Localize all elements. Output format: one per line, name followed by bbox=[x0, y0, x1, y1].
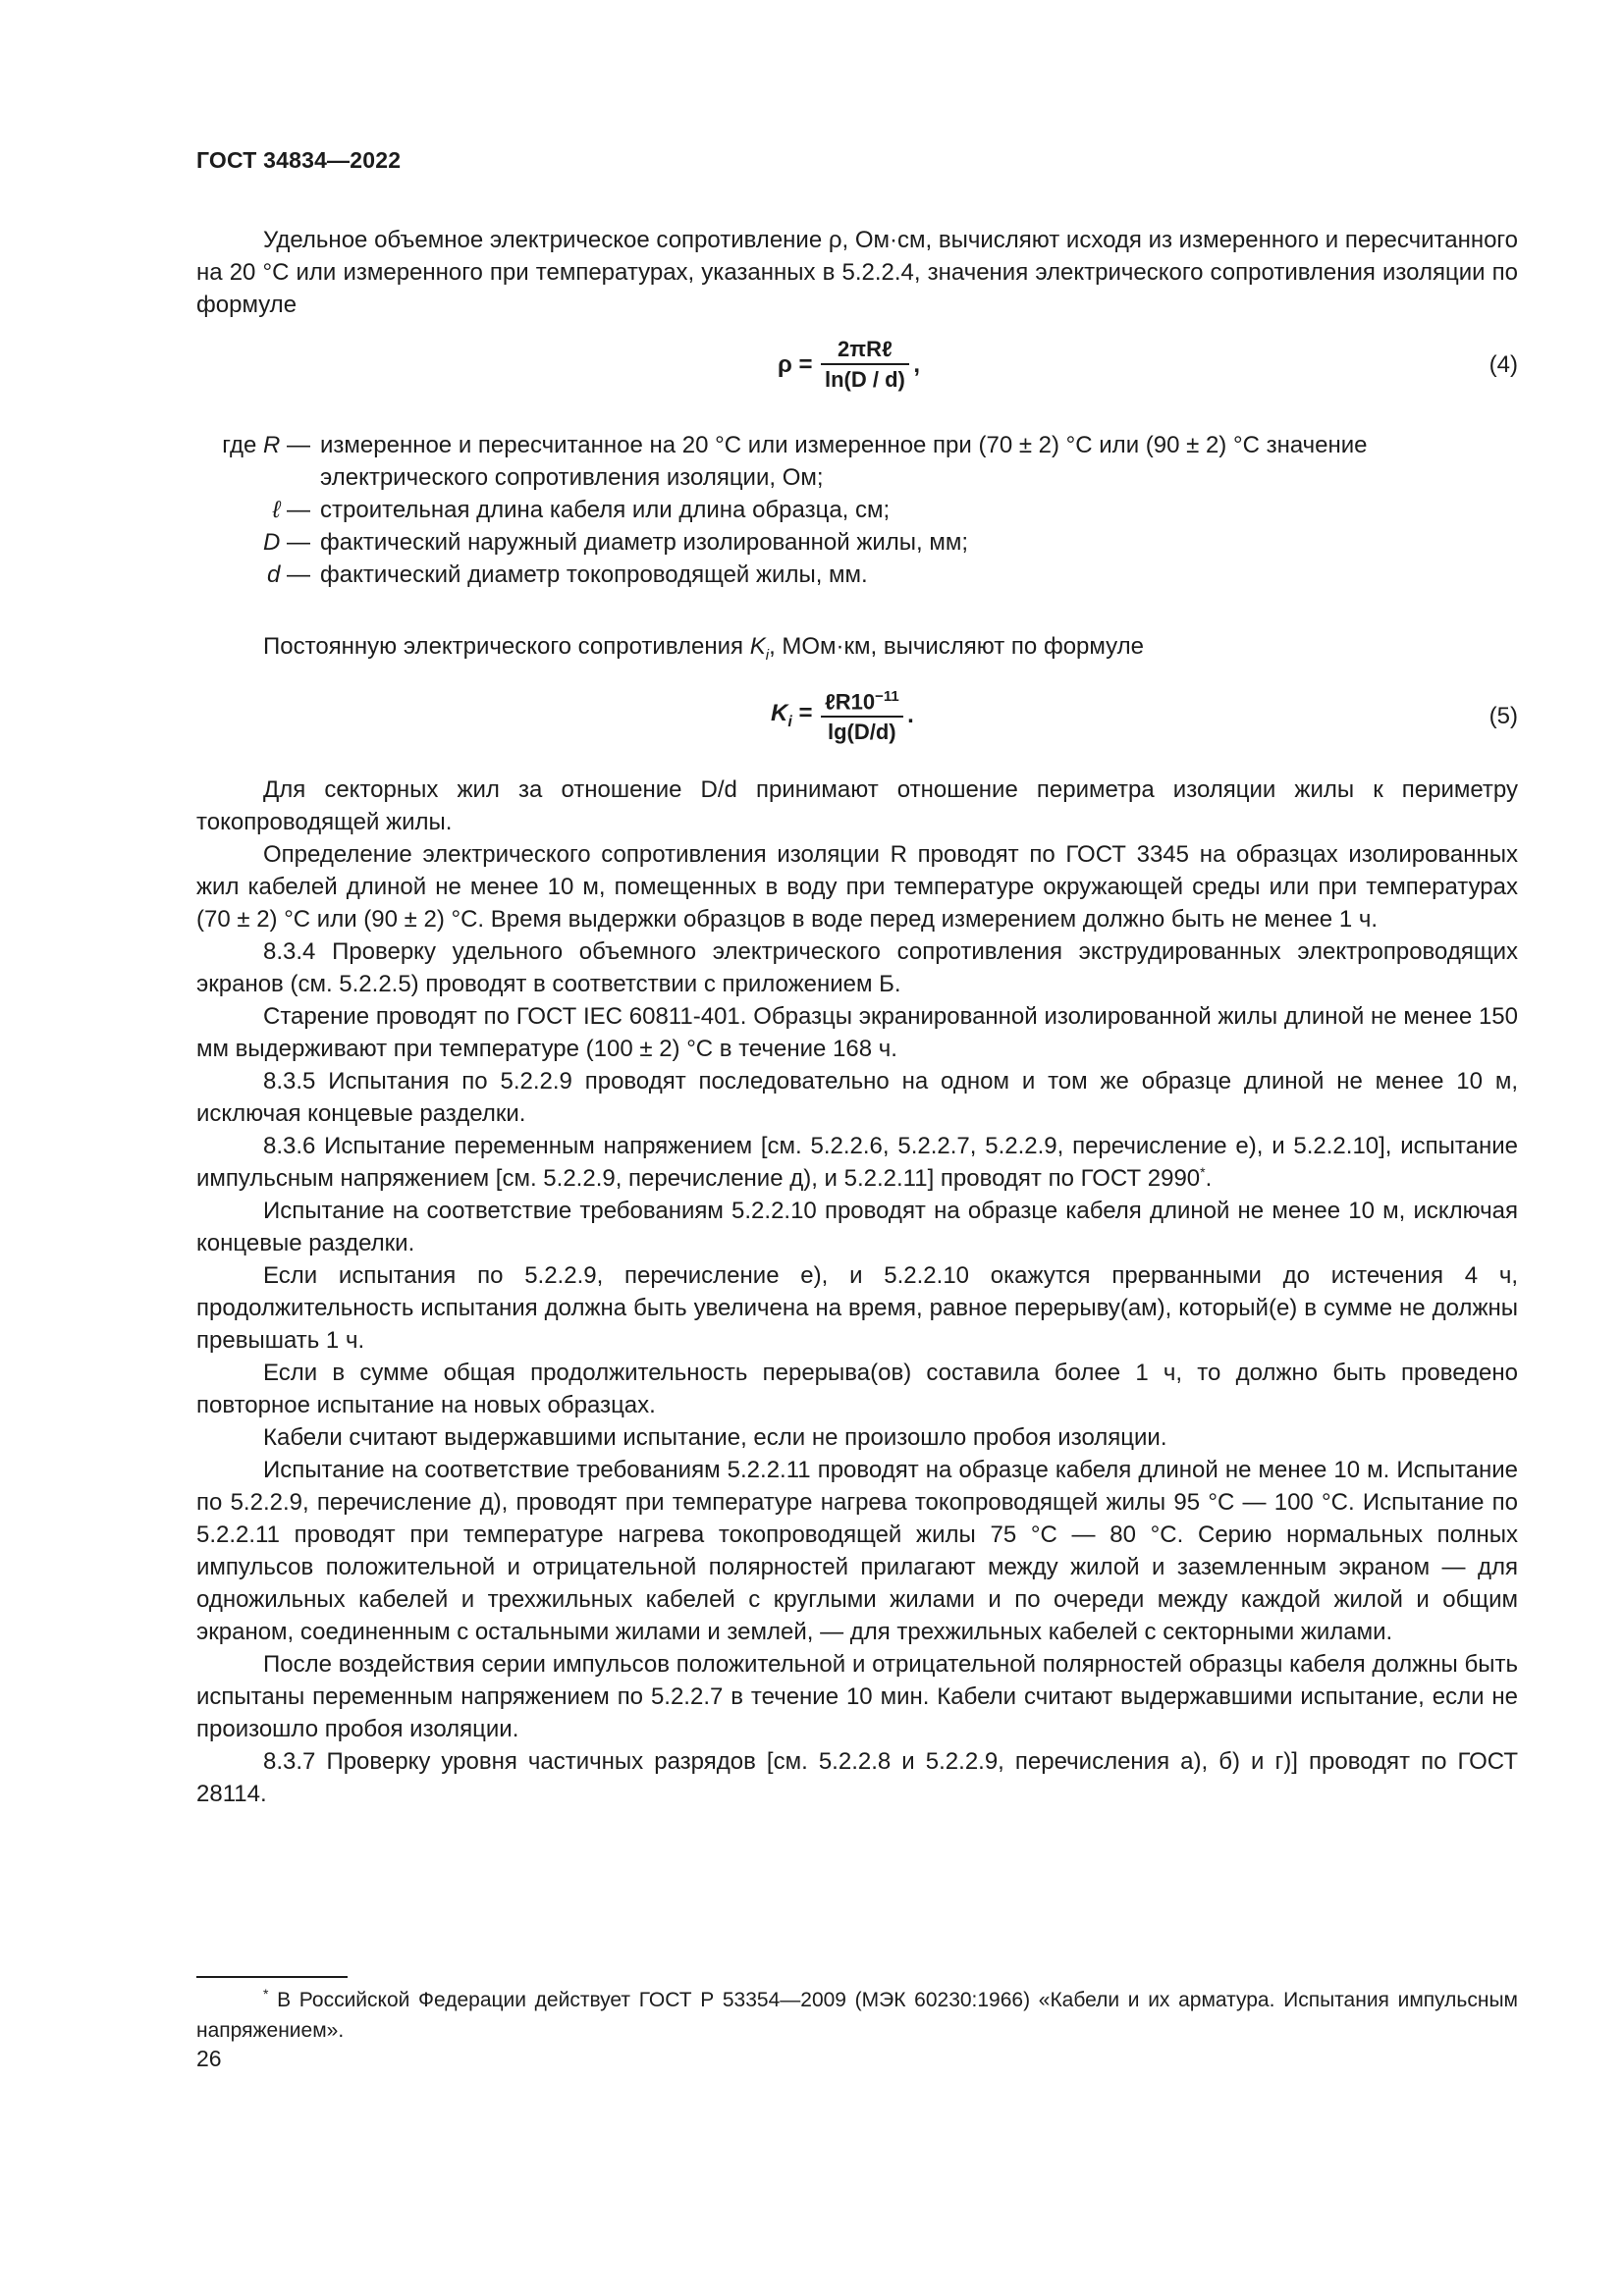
formula-number: (4) bbox=[1489, 351, 1518, 378]
variable-definitions bbox=[196, 429, 1518, 591]
footnote-separator bbox=[196, 1976, 348, 1978]
definition-key: где R — bbox=[222, 432, 310, 458]
paragraph: Если в сумме общая продолжительность перерыва(ов) составила более 1 ч, то должно быть проведено повторное испытание на новых образцах. bbox=[196, 1360, 1518, 1418]
formula-tail: . bbox=[907, 701, 914, 728]
paragraph: Испытание на соответствие требованиям 5.2.2.11 проводят на образце кабеля длиной не менее 10 м. Испытание по 5.2.2.9, перечисление д), проводят при температуре нагрева токопроводящей жилы 95 °С — 100 °С. Испытание по 5.2.2.11 проводят при температуре нагрева токопроводящей жилы 75 °С — 80 °С. Серию нормальных полных импульсов положительной и отрицательной полярностей прилагают между жилой и заземленным экраном — для одножильных кабелей и трехжильных кабелей с круглыми жилами и по очереди между каждой жилой и общим экраном, соединенным с остальными жилами и землей, — для трехжильных кабелей с секторными жилами. bbox=[196, 1457, 1518, 1645]
paragraph: Определение электрического сопротивления изоляции R проводят по ГОСТ 3345 на образцах изолированных жил кабелей длиной не менее 10 м, помещенных в воду при температуре окружающей среды или при температурах (70 ± 2) °С или (90 ± 2) °С. Время выдержки образцов в воде перед измерением должно быть не менее 1 ч. bbox=[196, 841, 1518, 933]
formula-lhs: $K_i$ = bbox=[771, 699, 813, 730]
definition-key: D — bbox=[262, 529, 310, 556]
definition-key: ℓ — bbox=[272, 497, 310, 523]
formula-5 bbox=[196, 677, 1518, 756]
formula-denominator: ln(D / d) bbox=[824, 367, 905, 392]
paragraph: После воздействия серии импульсов положительной и отрицательной полярностей образцы кабеля должны быть испытаны переменным напряжением по 5.2.2.7 в течение 10 мин. Кабели считают выдержавшими испытание, если не произошло пробоя изоляции. bbox=[196, 1651, 1518, 1742]
definition-key: d — bbox=[266, 561, 310, 588]
paragraph: Постоянную электрического сопротивления $K_i$, МОм·км, вычисляют по формуле bbox=[263, 633, 1144, 664]
definition-row bbox=[196, 429, 1518, 494]
formula-tail: , bbox=[913, 351, 920, 378]
paragraph: 8.3.4 Проверку удельного объемного электрического сопротивления экструдированных электропроводящих экранов (см. 5.2.2.5) проводят в соответствии с приложением Б. bbox=[196, 938, 1518, 997]
formula-numerator: $\ell R10^{-11}$ bbox=[821, 683, 903, 718]
paragraph: 8.3.6 Испытание переменным напряжением [см. 5.2.2.6, 5.2.2.7, 5.2.2.9, перечисление е), и 5.2.2.10], испытание импульсным напряжением [см. 5.2.2.9, перечисление д), и 5.2.2.11] проводят по ГОСТ 2990*. bbox=[196, 1133, 1518, 1192]
definition-text: фактический диаметр токопроводящей жилы, мм. bbox=[320, 561, 868, 588]
constant-paragraph bbox=[196, 630, 1518, 671]
formula-number: (5) bbox=[1489, 703, 1518, 729]
definition-row bbox=[196, 526, 1518, 559]
formula-fraction bbox=[821, 336, 909, 395]
intro-paragraph bbox=[196, 224, 1518, 321]
definition-text: фактический наружный диаметр изолированной жилы, мм; bbox=[320, 529, 969, 556]
formula-4 bbox=[196, 334, 1518, 404]
formula-denominator: lg(D/d) bbox=[827, 720, 896, 745]
paragraph: Кабели считают выдержавшими испытание, если не произошло пробоя изоляции. bbox=[263, 1424, 1167, 1451]
definition-row bbox=[196, 494, 1518, 526]
page-number: 26 bbox=[196, 2046, 222, 2071]
footnote-mark: * bbox=[263, 1986, 269, 2002]
document-header: ГОСТ 34834—2022 bbox=[196, 147, 402, 173]
paragraph: Старение проводят по ГОСТ IEC 60811-401. Образцы экранированной изолированной жилы длиной не менее 150 мм выдерживают при температуре (100 ± 2) °С в течение 168 ч. bbox=[196, 1003, 1518, 1062]
definition-text: измеренное и пересчитанное на 20 °С или измеренное при (70 ± 2) °С или (90 ± 2) °С значение электрического сопротивления изоляции, Ом; bbox=[320, 432, 1368, 491]
paragraph: Испытание на соответствие требованиям 5.2.2.10 проводят на образце кабеля длиной не менее 10 м, исключая концевые разделки. bbox=[196, 1198, 1518, 1256]
formula-numerator: 2πRℓ bbox=[821, 336, 909, 365]
paragraph: 8.3.7 Проверку уровня частичных разрядов [см. 5.2.2.8 и 5.2.2.9, перечисления а), б) и г)] проводят по ГОСТ 28114. bbox=[196, 1748, 1518, 1807]
paragraph: 8.3.5 Испытания по 5.2.2.9 проводят последовательно на одном и том же образце длиной не менее 10 м, исключая концевые разделки. bbox=[196, 1068, 1518, 1127]
definition-row bbox=[196, 559, 1518, 591]
paragraph: Для секторных жил за отношение D/d принимают отношение периметра изоляции жилы к периметру токопроводящей жилы. bbox=[196, 776, 1518, 835]
formula-fraction bbox=[821, 683, 903, 747]
paragraph: Удельное объемное электрическое сопротивление ρ, Ом·см, вычисляют исходя из измеренного и пересчитанного на 20 °С или измеренного при температурах, указанных в 5.2.2.4, значения электрического сопротивления изоляции по формуле bbox=[196, 227, 1518, 318]
formula-lhs: ρ = bbox=[778, 351, 813, 378]
body-text bbox=[196, 774, 1518, 1810]
footnote: * В Российской Федерации действует ГОСТ Р 53354—2009 (МЭК 60230:1966) «Кабели и их арматура. Испытания импульсным напряжением». bbox=[196, 1986, 1518, 2042]
footnote-mark: * bbox=[1200, 1164, 1206, 1180]
definition-text: строительная длина кабеля или длина образца, см; bbox=[320, 497, 891, 523]
paragraph: Если испытания по 5.2.2.9, перечисление е), и 5.2.2.10 окажутся прерванными до истечения 4 ч, продолжительность испытания должна быть увеличена на время, равное перерыву(ам), который(е) в сумме не должны превышать 1 ч. bbox=[196, 1262, 1518, 1354]
